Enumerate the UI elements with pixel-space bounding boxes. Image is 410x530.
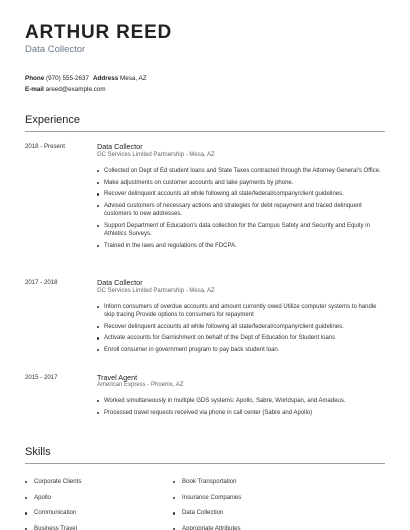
bullet-item: Make adjustments on customer accounts and take payments by phone. [97, 179, 387, 187]
job-title: Data Collector [97, 142, 143, 151]
email-value: areed@example.com [45, 86, 106, 93]
job-bullets [97, 397, 387, 420]
experience-divider [25, 131, 385, 132]
address-label: Address [93, 75, 119, 82]
bullet-item: Trained in the laws and regulations of the FDCPA. [97, 242, 387, 250]
bullet-item: Processed travel requests received via phone in call center (Sabre and Apollo) [97, 409, 387, 417]
skill-item: Insurance Companies [173, 494, 241, 510]
job-company: GC Services Limited Partnership - Mesa, AZ [97, 152, 215, 158]
skill-item: Appropriate Attributes [173, 525, 241, 530]
skill-item: Corporate Clients [25, 478, 81, 494]
job-bullets [97, 167, 387, 253]
bullet-item: Activate accounts for Garnishment on behalf of the Dept of Education for Student loans [97, 334, 387, 342]
job-title: Travel Agent [97, 373, 138, 382]
contact-email [25, 86, 106, 93]
contact-phone [25, 75, 89, 82]
contact-address [93, 75, 147, 82]
job-company: GC Services Limited Partnership - Mesa, AZ [97, 288, 215, 294]
job-dates: 2017 - 2018 [25, 279, 58, 286]
job-dates: 2018 - Present [25, 143, 65, 150]
candidate-name: ARTHUR REED [25, 22, 173, 43]
job-title: Data Collector [97, 278, 143, 287]
skills-left-column [25, 478, 81, 530]
bullet-item: Worked simultaneously in multiple GDS systems: Apollo, Sabre, Worldspan, and Amadeus. [97, 397, 387, 405]
job-bullets [97, 303, 387, 358]
skills-heading: Skills [25, 446, 51, 458]
bullet-item: Enroll consumer in government program to pay back student loan. [97, 346, 387, 354]
skill-item: Book Transportation [173, 478, 241, 494]
bullet-item: Inform consumers of overdue accounts and amount currently owed Utilize computer systems to handle skip tracing Provide options to consumers for repayment [97, 303, 387, 319]
job-dates: 2015 - 2017 [25, 374, 58, 381]
skills-divider [25, 463, 385, 464]
email-label: E-mail [25, 86, 44, 93]
job-company: American Express - Phoenix, AZ [97, 382, 184, 388]
phone-value: (970) 555-2637 [46, 75, 90, 82]
bullet-item: Support Department of Education's data collection for the Campus Safety and Security and Equity in Athletics Surveys. [97, 222, 387, 238]
skills-right-column [173, 478, 241, 530]
bullet-item: Advised customers of necessary actions and strategies for debt repayment and traced delinquent customers to new addresses. [97, 202, 387, 218]
bullet-item: Recover delinquent accounts all while following all state/federal/company/client guidelines. [97, 323, 387, 331]
bullet-item: Collected on Dept of Ed student loans and State Taxes contracted through the Attorney General's Office. [97, 167, 387, 175]
candidate-title: Data Collector [25, 44, 86, 55]
skill-item: Apollo [25, 494, 81, 510]
bullet-item: Recover delinquent accounts all while following all state/federal/company/client guidelines. [97, 190, 387, 198]
skill-item: Communication [25, 509, 81, 525]
address-value: Mesa, AZ [119, 75, 147, 82]
skill-item: Data Collection [173, 509, 241, 525]
experience-heading: Experience [25, 114, 81, 126]
phone-label: Phone [25, 75, 45, 82]
skill-item: Business Travel [25, 525, 81, 530]
